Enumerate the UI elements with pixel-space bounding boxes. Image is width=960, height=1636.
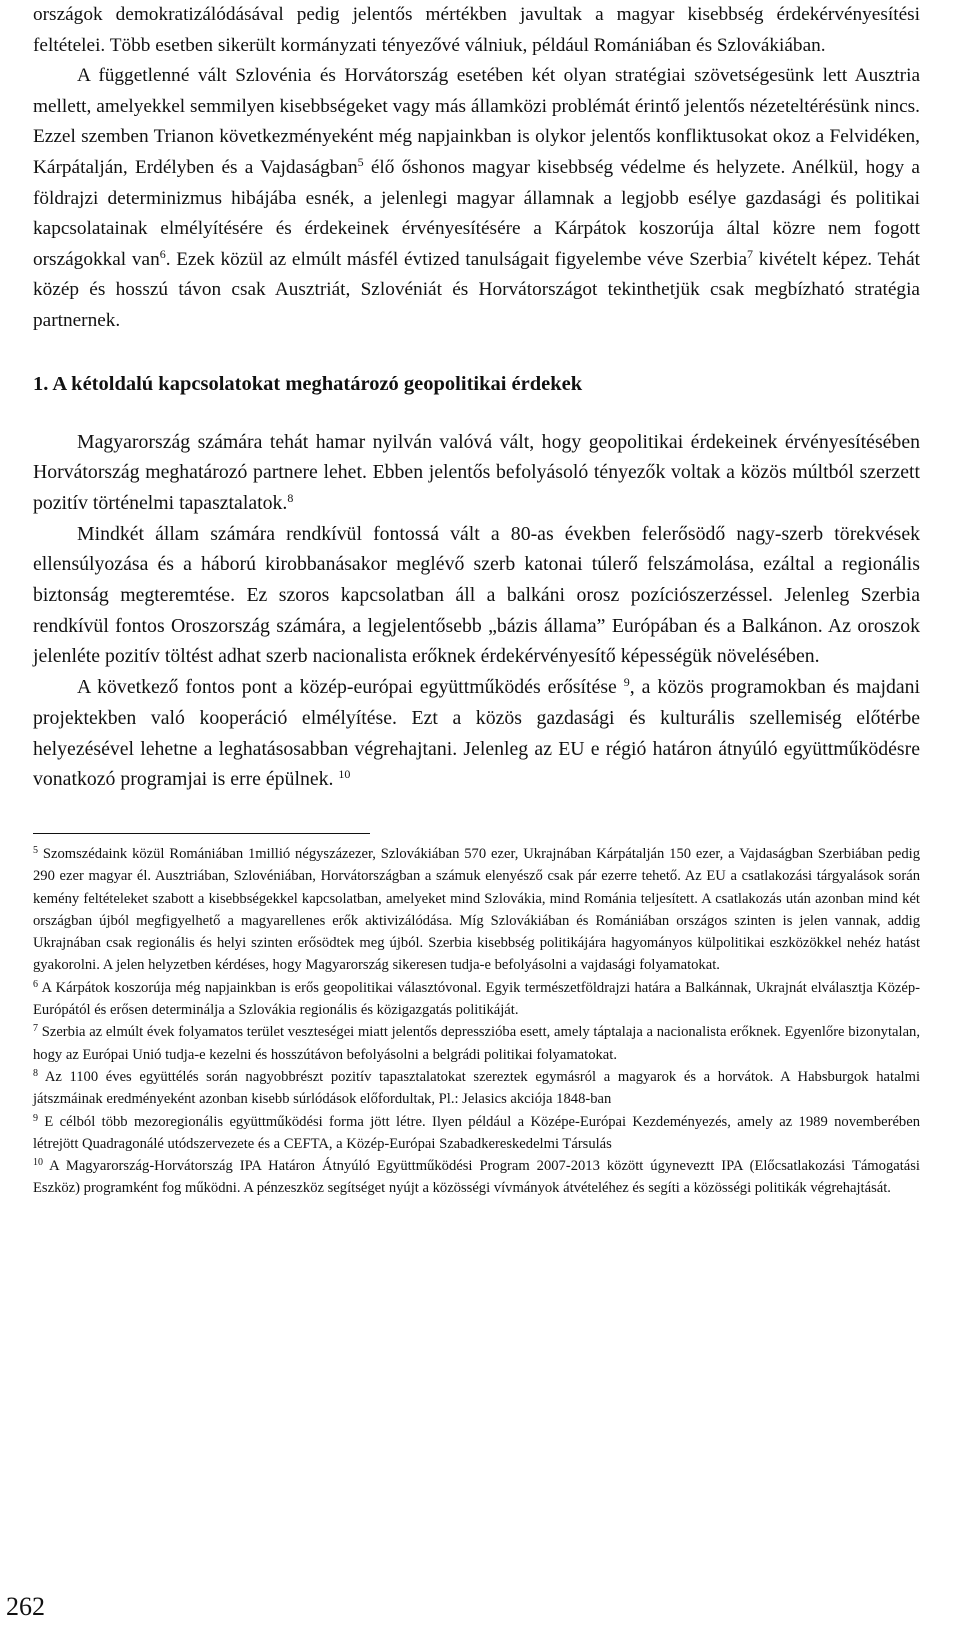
footnote-ref[interactable]: 7 [747, 246, 754, 261]
page-number: 262 [6, 1592, 45, 1621]
footnote-ref[interactable]: 5 [357, 154, 364, 169]
intro-text [33, 0, 920, 337]
footnote-ref[interactable]: 6 [159, 246, 166, 261]
footnote-ref[interactable]: 9 [623, 675, 630, 690]
footnote-text: Szomszédaink közül Romániában 1millió négyszázezer, Szlovákiában 570 ezer, Ukrajnában Kárpátalján 150 ezer, a Vajdaságban Szerbiában pedig 290 ezer magyar él. Ausztriában, Szlovéniában, Horvátországban a számuk elenyésző csak pár ezerre tehető. Az EU a csatlakozási tárgyalások során kemény feltételeket szabott a kisebbségekkel kapcsolatban, amelyeket mind Szlovákia, mind Románia teljesített. A csatlakozás után azonban mind két országban újból megfigyelhető a magyarellenes erők aktivizálódása. Míg Szlovákiában és Romániában országos szinten is jelen vannak, addig Ukrajnában csak regionális és helyi szinten erősödtek meg újból. Szerbia kisebbség politikájára hagyományos külpolitikai eszközökkel nehéz hatást gyakorolni. A jelen helyzetben kérdéses, hogy Magyarország sikeresen tudja-e befolyásolni a vajdasági folyamatokat. [33, 845, 920, 974]
footnote-number: 5 [33, 844, 38, 856]
footnote-number: 7 [33, 1023, 38, 1035]
footnote-text: Az 1100 éves együttélés során nagyobbrészt pozitív tapasztalatokat szereztek egymásról a magyarok és a horvátok. A Habsburgok hatalmi játszmáinak eredményeként azonban kisebb súrlódások előfordultak, Pl.: Jelasics akciója 1848-ban [33, 1068, 921, 1108]
footnote-ref[interactable]: 10 [338, 767, 351, 782]
paragraph-text: kivételt képez. Tehát közép és hosszú távon csak Ausztriát, Szlovéniát és Horvátországot tekinthetjük csak megbízható stratégia partnernek. [33, 248, 920, 331]
footnote-number: 6 [33, 978, 38, 990]
footnote-number: 8 [33, 1067, 38, 1079]
footnote [33, 1155, 920, 1200]
footnote-number: 9 [33, 1112, 38, 1124]
paragraph [33, 427, 920, 519]
paragraph-text: Magyarország számára tehát hamar nyilván valóvá vált, hogy geopolitikai érdekeinek érvényesítésében Horvátország meghatározó partnere lehet. Ebben jelentős befolyásoló tényezők voltak a közös múltból szerzett pozitív történelmi tapasztalatok. [33, 430, 920, 514]
paragraph-text: országok demokratizálódásával pedig jelentős mértékben javultak a magyar kisebbség érdekérvényesítési feltételei. Több esetben sikerült kormányzati tényezővé válniuk, például Romániában és Szlovákiában. [33, 4, 920, 56]
footnote [33, 1111, 920, 1156]
paragraph-text: élő őshonos magyar kisebbség védelme és helyzete. Anélkül, hogy a földrajzi determinizmus hibájába esnék, a jelenlegi magyar államnak a legjobb esélye gazdasági és politikai kapcsolatainak elmélyítésére és érdekeinek érvényesítésére a Kárpátok koszorúja által közre nem fogott országokkal van [33, 156, 920, 270]
footnote [33, 977, 920, 1022]
footnote-text: Szerbia az elmúlt évek folyamatos terület veszteségei miatt jelentős depresszióba esett, amely táptalaja a nacionalista erőknek. Egyenlőre bizonytalan, hogy az Európai Unió tudja-e kezelni és hosszútávon befolyásolni a belgrádi politikai folyamatokat. [33, 1024, 920, 1063]
paragraph-text: A függetlenné vált Szlovénia és Horvátország esetében két olyan stratégiai szövetségesünk lett Ausztria mellett, amelyekkel semmilyen kisebbségeket vagy más államközi problémát érintő jelentős nézeteltérésünk nincs. Ezzel szemben Trianon következményeként még napjainkban is olykor jelentős konfliktusokat okoz a Felvidéken, Kárpátalján, Erdélyben és a Vajdaságban [33, 65, 920, 178]
footnote-ref[interactable]: 8 [287, 490, 294, 505]
section-body [33, 427, 920, 795]
paragraph [33, 672, 920, 795]
footnote [33, 843, 920, 977]
paragraph-continuation [33, 0, 920, 61]
footnote-number: 10 [33, 1157, 43, 1169]
paragraph-text: A következő fontos pont a közép-európai együttműködés erősítése [77, 676, 617, 699]
footnote [33, 1066, 920, 1111]
paragraph-text: , a közös programokban és majdani projektekben való kooperáció elmélyítése. Ezt a közös gazdasági és kulturális szellemiség előtérbe helyezésével lehetne a leghatásosabban végrehajtani. Jelenleg az EU e régió határon átnyúló együttműködésre vonatkozó programjai is erre épülnek. [33, 676, 921, 791]
document-page [33, 0, 920, 1200]
footnote-text: A Kárpátok koszorúja még napjainkban is erős geopolitikai választóvonal. Egyik természetföldrajzi határa a Balkánnak, Ukrajnát elválasztja Közép-Európától és erősen determinálja a Szlovákia regionális és közigazgatás politikáját. [33, 979, 920, 1019]
footnote-text: E célból több mezoregionális együttműködési forma jött létre. Ilyen például a Középe-Európai Kezdeményezés, amely az 1989 novemberében létrejött Quadragonálé utódszervezete és a CEFTA, a Közép-Európai Szabadkereskedelmi Társulás [33, 1113, 920, 1152]
footnote-text: A Magyarország-Horvátország IPA Határon Átnyúló Együttműködési Program 2007-2013 között úgyneveztt IPA (Előcsatlakozási Támogatási Eszköz) programként fog működni. A pénzeszköz segítséget nyújt a közösségi vívmányok átvételéhez és segíti a közösségi politikák végrehajtását. [33, 1158, 920, 1197]
paragraph: Mindkét állam számára rendkívül fontossá vált a 80-as években felerősödő nagy-szerb törekvések ellensúlyozása és a háború kirobbanásakor meglévő szerb katonai túlerő felszámolása, ezáltal a regionális biztonság megteremtése. Ez szoros kapcsolatban áll a balkáni orosz pozíciószerzéssel. Jelenleg Szerbia rendkívül fontos Oroszország számára, a legjelentősebb „bázis állama” Európában és a Balkánon. Az oroszok jelenléte pozitív töltést adhat szerb nacionalista erőknek érdekérvényesítő képességük növelésében. [33, 522, 920, 668]
paragraph-text: . Ezek közül az elmúlt másfél évtized tanulságait figyelembe véve Szerbia [165, 248, 748, 270]
paragraph [33, 61, 920, 336]
footnote-separator [33, 833, 370, 834]
footnote [33, 1021, 920, 1066]
footnotes [33, 843, 920, 1200]
section-heading: 1. A kétoldalú kapcsolatokat meghatározó geopolitikai érdekek [33, 372, 583, 395]
